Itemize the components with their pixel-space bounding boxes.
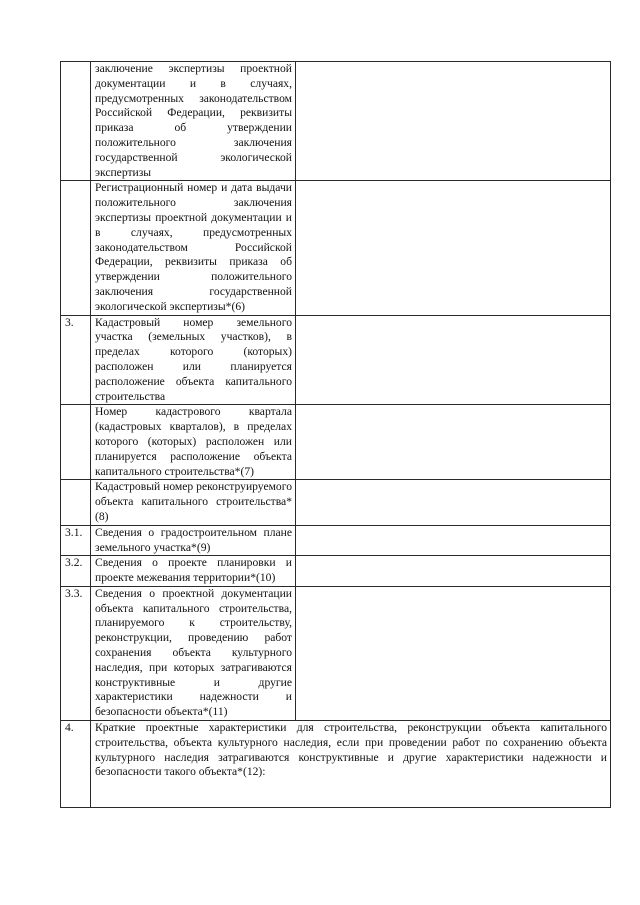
- table-row: [61, 525, 611, 556]
- table-row: [61, 480, 611, 525]
- row-label: [91, 315, 296, 405]
- row-number: 3.: [61, 315, 91, 405]
- row-number: [61, 405, 91, 480]
- row-label-text: Сведения о проектной документации объекта капитального строительства, планируемого к строительству, реконструкции, проведению работ сохранения объекта культурного наследия, при которых затрагиваются конструктивные и другие характеристики надежности и безопасности объекта*(11): [95, 586, 292, 719]
- row-value-cell: [296, 181, 611, 315]
- row-value-cell: [296, 405, 611, 480]
- row-number: 4.: [61, 721, 91, 808]
- row-number: [61, 181, 91, 315]
- row-label-text: заключение экспертизы проектной документации и в случаях, предусмотренных законодательством Российской Федерации, реквизиты приказа об утверждении положительного заключения государственной экологической экспертизы: [95, 62, 292, 179]
- row-value-cell: [296, 586, 611, 720]
- row-value-cell: [296, 525, 611, 556]
- row-label-text: Кадастровый номер реконструируемого объекта капитального строительства*(8): [95, 480, 292, 523]
- row-value-cell: [296, 315, 611, 405]
- row-label-text: Сведения о градостроительном плане земельного участка*(9): [95, 525, 292, 554]
- row-label: [91, 405, 296, 480]
- row-number: 3.3.: [61, 586, 91, 720]
- row-label: [91, 62, 296, 181]
- document-table: [60, 61, 611, 808]
- row-label: [91, 556, 296, 587]
- table-row: [61, 556, 611, 587]
- table-row: [61, 586, 611, 720]
- row-label: [91, 525, 296, 556]
- row-label-text: Кадастровый номер земельного участка (земельных участков), в пределах которого (которых) расположен или планируется расположение объекта капитального строительства: [95, 315, 292, 403]
- row-label-text: Номер кадастрового квартала (кадастровых кварталов), в пределах которого (которых) расположен или планируется расположение объекта капитального строительства*(7): [95, 405, 292, 478]
- row-number: [61, 480, 91, 525]
- row-label: [91, 480, 296, 525]
- row-value-cell: [296, 62, 611, 181]
- row-label: [91, 586, 296, 720]
- table-row: [61, 181, 611, 315]
- row-value-cell: [296, 480, 611, 525]
- table-row-characteristics: [61, 721, 611, 808]
- row-value-cell: [296, 556, 611, 587]
- table-row: [61, 405, 611, 480]
- characteristics-text: Краткие проектные характеристики для строительства, реконструкции объекта капитального строительства, объекта культурного наследия, если при проведении работ по сохранению объекта культурного наследия затрагиваются конструктивные и другие характеристики надежности и безопасности такого объекта*(12):: [95, 721, 607, 779]
- row-label-text: Регистрационный номер и дата выдачи положительного заключения экспертизы проектной документации и в случаях, предусмотренных законодательством Российской Федерации, реквизиты приказа об утверждении положительного заключения государственной экологической экспертизы*(6): [95, 181, 292, 313]
- table-row: [61, 315, 611, 405]
- row-label-text: Сведения о проекте планировки и проекте межевания территории*(10): [95, 556, 292, 585]
- row-number: [61, 62, 91, 181]
- table-row: [61, 62, 611, 181]
- row-number: 3.1.: [61, 525, 91, 556]
- characteristics-cell: [91, 721, 611, 808]
- row-label: [91, 181, 296, 315]
- row-number: 3.2.: [61, 556, 91, 587]
